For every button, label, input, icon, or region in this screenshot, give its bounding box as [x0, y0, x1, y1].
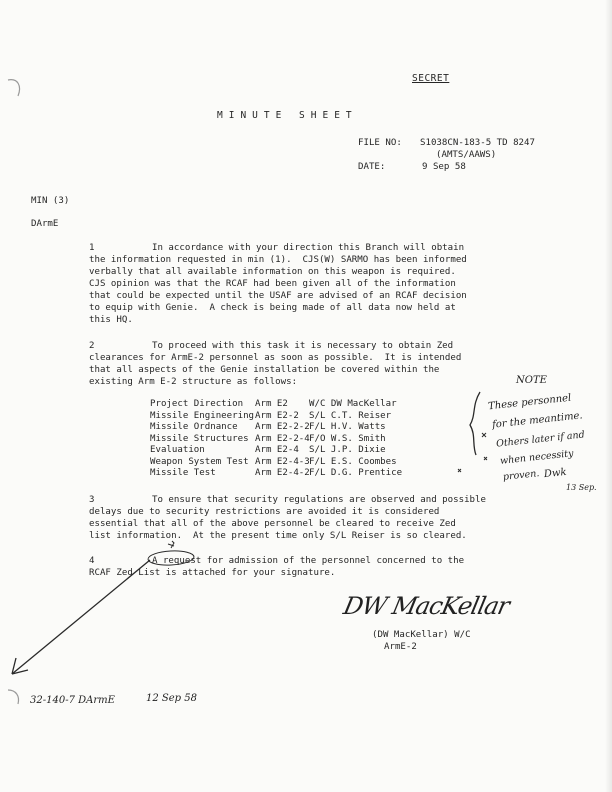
paragraph-line: verbally that all available information on this weapon is required.: [89, 267, 456, 277]
paragraph-line: clearances for ArmE-2 personnel as soon as possible. It is intended: [89, 353, 462, 363]
typed-signature-name: (DW MacKellar) W/C: [372, 630, 471, 640]
check-mark: [458, 469, 461, 472]
handwritten-note-line: when necessity: [499, 448, 574, 467]
handwritten-note-heading: NOTE: [516, 375, 547, 386]
paragraph-line: the information requested in min (1). CJS(W) SARMO has been informed: [89, 255, 467, 265]
name-cell: F/L H.V. Watts: [309, 422, 386, 432]
document-title: MINUTE SHEET: [217, 110, 358, 121]
paragraph-3: [89, 494, 559, 542]
handwritten-note-date: 13 Sep.: [566, 483, 597, 492]
paragraph-line: CJS opinion was that the RCAF had been given all of the information: [89, 279, 456, 289]
role-cell: Missile Engineering: [150, 410, 255, 421]
paragraph-line: to equip with Genie. A check is being made of all data now held at: [89, 303, 456, 313]
minute-reference: MIN (3): [31, 196, 70, 206]
name-cell: F/L E.S. Coombes: [309, 456, 397, 467]
code-cell: Arm E2-4-2: [255, 468, 310, 478]
code-cell: Arm E2: [255, 399, 288, 409]
paragraph-line: In accordance with your direction this Branch will obtain: [152, 243, 465, 253]
paragraph-1: [89, 242, 559, 326]
handwritten-file-date: 12 Sep 58: [146, 693, 197, 704]
code-cell: Arm E2-4: [255, 445, 299, 455]
paragraph-line: that all aspects of the Genie installation be covered within the: [89, 365, 440, 375]
code-cell: Arm E2-2: [255, 410, 299, 421]
code-cell: Arm E2-2-4: [255, 433, 310, 444]
role-cell: Evaluation: [150, 445, 205, 455]
paragraph-line: existing Arm E-2 structure as follows:: [89, 377, 298, 387]
name-cell: F/L D.G. Prentice: [309, 468, 403, 478]
arrow-head: [12, 658, 28, 674]
paragraph-line: A request for admission of the personnel concerned to the: [152, 556, 465, 566]
check-mark: [484, 457, 487, 460]
star-mark: [168, 541, 174, 548]
paragraph-number: 2: [89, 341, 95, 351]
role-cell: Missile Ordnance: [150, 422, 238, 432]
paragraph-line: essential that all of the above personnel be cleared to receive Zed: [89, 519, 456, 529]
paragraph-line: delays due to security restrictions are avoided it is considered: [89, 507, 440, 517]
role-cell: Missile Structures: [150, 433, 249, 444]
role-cell: Project Direction: [150, 399, 244, 409]
typed-signature-unit: ArmE-2: [384, 642, 417, 652]
file-number-value: S1038CN-183-5 TD 8247: [420, 138, 535, 148]
paragraph-line: list information. At the present time only S/L Reiser is so cleared.: [89, 531, 467, 541]
code-cell: Arm E2-4-3: [255, 456, 310, 467]
scan-edge-shadow: [605, 0, 612, 792]
paragraph-line: RCAF Zed List is attached for your signature.: [89, 568, 336, 578]
check-mark: [482, 433, 486, 437]
role-cell: Missile Test: [150, 468, 216, 478]
paragraph-line: To proceed with this task it is necessary to obtain Zed: [152, 341, 454, 351]
paragraph-number: 1: [89, 243, 95, 253]
file-number-label: FILE NO:: [358, 138, 402, 148]
name-cell: S/L J.P. Dixie: [309, 445, 386, 455]
classification-label: SECRET: [412, 73, 450, 84]
date-label: DATE:: [358, 162, 386, 172]
paragraph-line: that could be expected until the USAF are advised of an RCAF decision: [89, 291, 467, 301]
handwritten-signature: DW MacKellar: [341, 592, 512, 620]
name-cell: F/O W.S. Smith: [309, 433, 386, 444]
paragraph-number: 4: [89, 556, 95, 566]
handwritten-note-line: for the meantime.: [491, 410, 584, 431]
file-number-sub: (AMTS/AAWS): [436, 150, 497, 160]
punch-mark: [8, 80, 20, 96]
paragraph-2: [89, 340, 559, 388]
bracket-mark: [470, 392, 480, 455]
handwritten-note-line: proven.: [502, 468, 540, 483]
paragraph-number: 3: [89, 495, 95, 505]
punch-mark: [8, 690, 19, 704]
addressee: DArmE: [31, 219, 59, 229]
paragraph-line: To ensure that security regulations are observed and possible: [152, 495, 486, 505]
paragraph-line: this HQ.: [89, 315, 133, 325]
role-cell: Weapon System Test: [150, 456, 249, 467]
name-cell: W/C DW MacKellar: [309, 399, 397, 409]
paragraph-4: [89, 555, 559, 579]
date-value: 9 Sep 58: [422, 162, 466, 172]
handwritten-note-initials: Dwk: [543, 466, 568, 481]
handwritten-note-line: Others later if and: [495, 429, 586, 450]
code-cell: Arm E2-2-2: [255, 422, 310, 432]
handwritten-note-line: These personnel: [487, 392, 572, 413]
handwritten-file-reference: 32-140-7 DArmE: [30, 695, 115, 706]
name-cell: S/L C.T. Reiser: [309, 410, 392, 421]
